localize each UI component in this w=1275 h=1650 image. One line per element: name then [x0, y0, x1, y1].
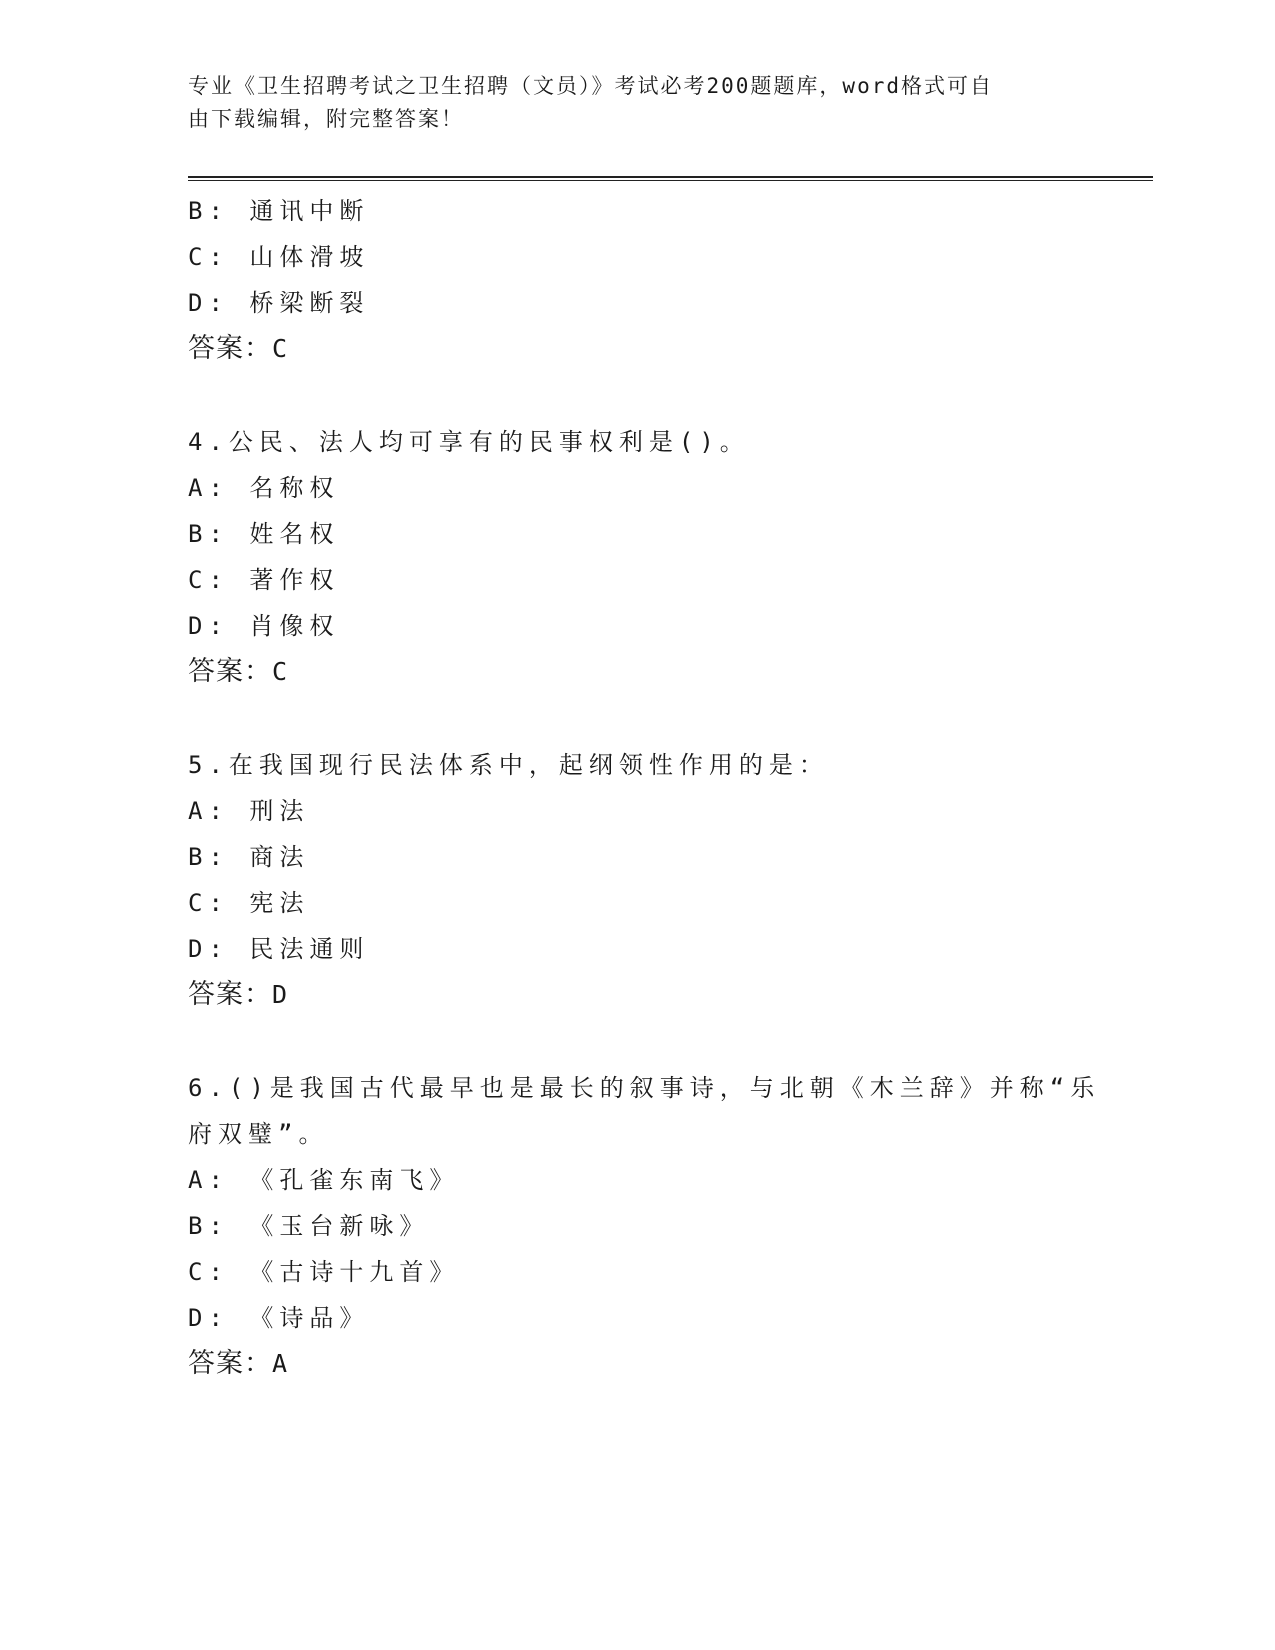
- answer: [188, 1341, 1068, 1387]
- answer-value: A: [272, 1349, 289, 1378]
- question-text: 4.公民、法人均可享有的民事权利是()。: [188, 428, 750, 456]
- answer-value: C: [272, 334, 289, 363]
- answer-label: 答案：: [188, 656, 272, 687]
- question-text-line-1: 6.()是我国古代最早也是最长的叙事诗，与北朝《木兰辞》并称“乐: [188, 1074, 1101, 1102]
- option-d: D: 《诗品》: [188, 1304, 370, 1332]
- answer-value: D: [272, 980, 289, 1009]
- question-4: [188, 419, 1068, 695]
- option-b: B: 通讯中断: [188, 197, 370, 225]
- document-header: [188, 70, 1068, 136]
- option-c: C: 著作权: [188, 566, 340, 594]
- question-text: 5.在我国现行民法体系中，起纲领性作用的是：: [188, 751, 829, 779]
- option-c: C: 《古诗十九首》: [188, 1258, 460, 1286]
- option-b: B: 商法: [188, 843, 310, 871]
- header-line-2: 由下载编辑，附完整答案！: [188, 107, 464, 131]
- question-3-continued: [188, 188, 1068, 372]
- option-c: C: 山体滑坡: [188, 243, 370, 271]
- header-divider: [188, 176, 1153, 181]
- header-line-1: 专业《卫生招聘考试之卫生招聘（文员）》考试必考200题题库，word格式可自: [188, 74, 993, 98]
- answer-label: 答案：: [188, 1348, 272, 1379]
- option-b: B: 《玉台新咏》: [188, 1212, 430, 1240]
- answer-value: C: [272, 657, 289, 686]
- option-b: B: 姓名权: [188, 520, 340, 548]
- option-d: D: 桥梁断裂: [188, 289, 370, 317]
- answer: [188, 972, 1068, 1018]
- answer-label: 答案：: [188, 333, 272, 364]
- question-5: [188, 742, 1068, 1018]
- question-6: [188, 1065, 1101, 1387]
- answer: [188, 326, 1068, 372]
- option-a: A: 名称权: [188, 474, 340, 502]
- option-c: C: 宪法: [188, 889, 310, 917]
- option-a: A: 《孔雀东南飞》: [188, 1166, 460, 1194]
- answer-label: 答案：: [188, 979, 272, 1010]
- option-a: A: 刑法: [188, 797, 310, 825]
- option-d: D: 民法通则: [188, 935, 370, 963]
- question-text-line-2: 府双璧”。: [188, 1120, 329, 1148]
- question-list: [188, 188, 1101, 1387]
- answer: [188, 649, 1068, 695]
- option-d: D: 肖像权: [188, 612, 340, 640]
